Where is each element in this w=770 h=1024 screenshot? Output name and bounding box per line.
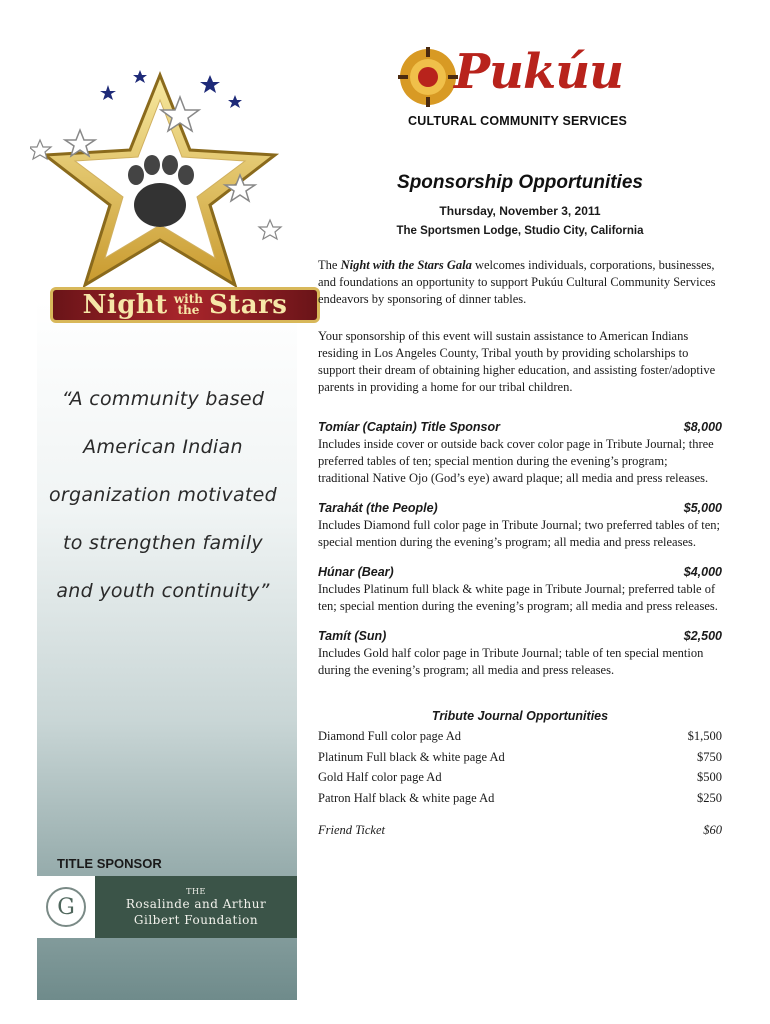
tier-header [318,501,722,515]
intro-p1-pre: The [318,258,341,272]
tribute-item-label: Diamond Full color page Ad [318,729,462,743]
foundation-g-icon: G [46,887,86,927]
banner-word-with: with [173,292,203,306]
tier-name: Tarahát (the People) [318,501,438,515]
star-burst-graphic [30,55,300,325]
tier-price: $2,500 [683,629,722,643]
sponsor-tier [318,501,722,551]
banner-word-the: the [177,303,200,317]
page-title: Sponsorship Opportunities [397,172,643,193]
tribute-item [318,747,722,768]
banner-with-the [174,294,203,316]
foundation-logo [37,876,297,938]
tier-description: Includes Diamond full color page in Tribute Journal; two preferred tables of ten; special mention during the evening’s program; all media and press releases. [318,518,720,549]
tribute-item-price: $500 [697,770,722,784]
foundation-the: THE [186,886,206,896]
intro-paragraph-2: Your sponsorship of this event will sustain assistance to American Indians residing in Los Angeles County, Tribal youth by providing scholarships to support their dream of obtaining higher education, and assisting foster/adoptive parents in providing a home for our tribal children. [318,329,716,394]
intro-paragraph-1 [318,257,722,308]
tribute-journal-title: Tribute Journal Opportunities [431,709,609,723]
friend-ticket-row [318,823,722,838]
event-venue: The Sportsmen Lodge, Studio City, California [396,225,644,237]
sponsor-tier [318,629,722,679]
tier-price: $5,000 [683,501,722,515]
tier-header [318,420,722,434]
pukuu-subtitle: CULTURAL COMMUNITY SERVICES [408,114,628,128]
foundation-line2: Gilbert Foundation [133,912,259,927]
sponsor-tier [318,565,722,615]
tribute-item-price: $1,500 [687,729,722,743]
foundation-mark [37,876,95,938]
foundation-name [95,887,297,928]
sun-emblem-icon [398,42,458,112]
tribute-item-label: Platinum Full black & white page Ad [318,749,505,764]
tier-header [318,565,722,579]
tier-name: Tomíar (Captain) Title Sponsor [318,420,500,434]
pukuu-logo [398,42,648,137]
tribute-item [318,767,722,788]
main-content [318,172,722,838]
night-with-stars-logo [30,55,300,325]
pukuu-wordmark: Pukúu [454,44,624,100]
tier-description: Includes inside cover or outside back cover color page in Tribute Journal; three preferred tables of ten; special mention during the evening’s program; traditional Native Ojo (God’s eye) award plaque; all media and press releases. [318,437,714,485]
tribute-item [318,726,722,747]
tribute-item-price: $750 [697,749,722,764]
mission-quote [48,375,278,615]
tier-price: $4,000 [683,565,722,579]
tier-header [318,629,722,643]
tier-name: Tamít (Sun) [318,629,387,643]
banner-word-stars: Stars [208,290,288,320]
sponsor-tier [318,420,722,487]
tier-description: Includes Platinum full black & white page in Tribute Journal; preferred table of ten; special mention during the evening’s program; all media and press releases. [318,582,718,613]
tribute-item-label: Gold Half color page Ad [318,770,442,784]
quote-open-mark: “ [61,388,70,410]
foundation-line1: Rosalinde and Arthur [125,896,267,911]
banner-word-night: Night [82,290,168,320]
friend-ticket-price: $60 [703,823,722,837]
tier-description: Includes Gold half color page in Tribute Journal; table of ten special mention during the evening’s program; all media and press releases. [318,646,704,677]
event-date: Thursday, November 3, 2011 [439,204,601,218]
title-sponsor-label: TITLE SPONSOR [57,856,162,871]
night-with-stars-banner [50,287,320,323]
friend-ticket-label: Friend Ticket [318,823,385,837]
tribute-item-price: $250 [697,790,722,805]
tier-name: Húnar (Bear) [318,565,394,579]
quote-text: A community based American Indian organization motivated to strengthen family and youth continuity [48,388,278,602]
tier-price: $8,000 [683,420,722,434]
gala-name: Night with the Stars Gala [340,258,472,272]
tribute-item-label: Patron Half black & white page Ad [318,790,495,805]
tribute-journal-list [318,726,722,808]
tribute-item [318,788,722,809]
intro-p1-post: welcomes individuals, corporations, businesses, and foundations an opportunity to support Pukúu Cultural Community Services endeavors by sponsoring of dinner tables. [318,258,716,306]
quote-close-mark: ” [259,580,270,602]
